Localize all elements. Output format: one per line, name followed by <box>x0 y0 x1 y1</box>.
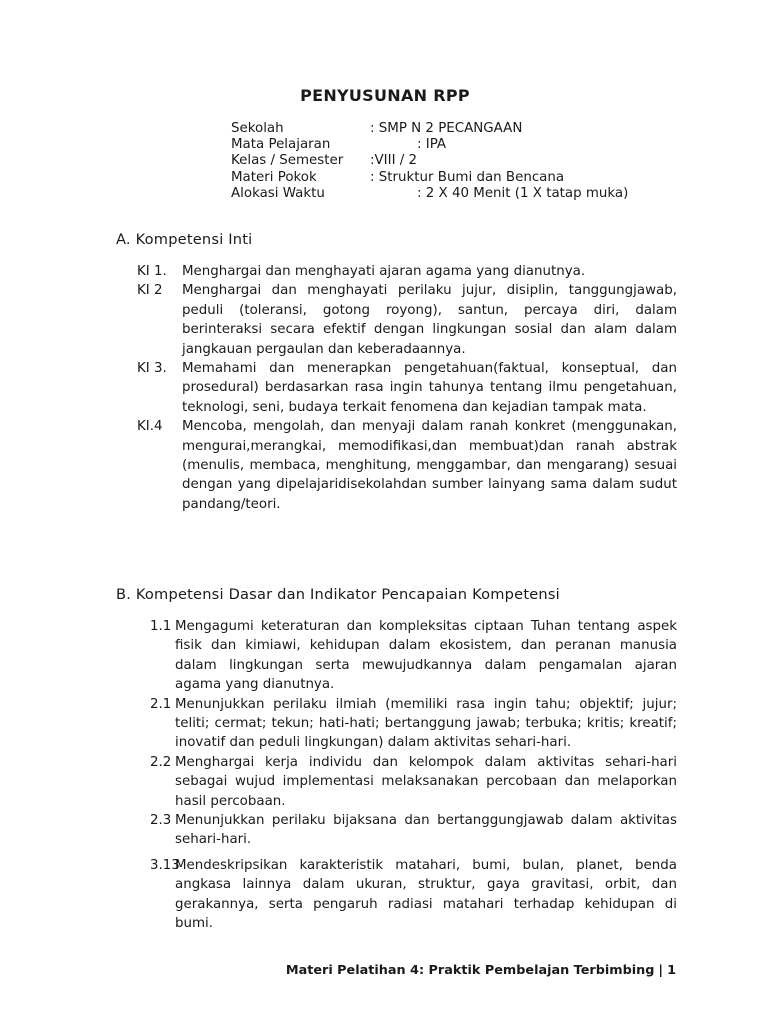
item-number: 2.1 <box>150 696 172 712</box>
list-item <box>137 417 677 514</box>
info-label: Materi Pokok <box>231 169 317 185</box>
footer-separator: | <box>658 963 664 978</box>
info-value: :VIII / 2 <box>370 153 418 169</box>
item-text: Menghargai dan menghayati ajaran agama yang dianutnya. <box>182 264 586 279</box>
item-number: 3.13 <box>150 857 180 873</box>
page-number: 1 <box>667 963 676 978</box>
item-text: Memahami dan menerapkan pengetahuan(faktual, konseptual, dan prosedural) berdasarkan rasa ingin tahunya tentang ilmu pengetahuan, teknologi, seni, budaya terkait fenomena dan kejadian tampak mata. <box>182 361 677 415</box>
kompetensi-inti-list <box>137 262 677 514</box>
list-item <box>150 811 677 850</box>
list-item <box>150 753 677 811</box>
item-text: Menunjukkan perilaku ilmiah (memiliki rasa ingin tahu; objektif; jujur; teliti; cermat; tekun; hati-hati; bertanggung jawab; terbuka; kritis; kreatif; inovatif dan peduli lingkungan) dalam aktivitas sehari-hari. <box>175 696 677 751</box>
item-number: KI 3. <box>137 361 167 377</box>
item-text: Mendeskripsikan karakteristik matahari, bumi, bulan, planet, benda angkasa lainnya dalam ukuran, struktur, gaya gravitasi, orbit, dan gerakannya, serta pengaruh radiasi matahari terhadap kehidupan di bumi. <box>175 857 677 932</box>
item-number: 1.1 <box>150 619 172 634</box>
footer-text: Materi Pelatihan 4: Praktik Pembelajan Terbimbing <box>285 963 655 978</box>
info-label: Kelas / Semester <box>231 153 344 169</box>
item-text: Mencoba, mengolah, dan menyaji dalam ranah konkret (menggunakan, mengurai,merangkai, memodifikasi,dan membuat)dan ranah abstrak (menulis, membaca, menghitung, menggambar, dan mengarang) sesuai dengan yang dipelajaridisekolahdan sumber lainyang sama dalam sudut pandang/teori. <box>182 419 677 512</box>
page-footer <box>286 963 676 978</box>
item-text: Menghargai dan menghayati perilaku jujur, disiplin, tanggungjawab, peduli (toleransi, gotong royong), santun, percaya diri, dalam berinteraksi secara efektif dengan lingkungan sosial dan alam dalam jangkauan pergaulan dan keberadaannya. <box>182 283 677 357</box>
kompetensi-dasar-list <box>150 617 677 934</box>
info-value: : 2 X 40 Menit (1 X tatap muka) <box>417 185 629 201</box>
item-number: KI 2 <box>137 283 163 299</box>
item-number: 2.3 <box>150 813 172 829</box>
list-item <box>150 856 677 934</box>
item-number: 2.2 <box>150 754 172 770</box>
item-text: Mengagumi keteraturan dan kompleksitas ciptaan Tuhan tentang aspek fisik dan kimiawi, kehidupan dalam ekosistem, dan peranan manusia dalam lingkungan serta mewujudkannya dalam pengamalan ajaran agama yang dianutnya. <box>175 619 677 693</box>
item-number: KI.4 <box>137 419 163 435</box>
section-heading-kompetensi-inti: A. Kompetensi Inti <box>116 231 253 248</box>
page-title: PENYUSUNAN RPP <box>300 86 470 105</box>
item-text: Menghargai kerja individu dan kelompok dalam aktivitas sehari-hari sebagai wujud implementasi melaksanakan percobaan dan melaporkan hasil percobaan. <box>175 754 677 809</box>
info-label: Mata Pelajaran <box>231 137 331 153</box>
info-value: : IPA <box>417 137 447 153</box>
item-number: KI 1. <box>137 264 167 279</box>
list-item <box>137 359 677 417</box>
list-item <box>137 262 677 281</box>
list-item <box>150 617 677 695</box>
info-label: Alokasi Waktu <box>231 185 325 201</box>
list-item <box>137 281 677 359</box>
item-text: Menunjukkan perilaku bijaksana dan bertanggungjawab dalam aktivitas sehari-hari. <box>175 813 677 848</box>
info-value: : SMP N 2 PECANGAAN <box>370 121 523 136</box>
section-heading-kompetensi-dasar: B. Kompetensi Dasar dan Indikator Pencapaian Kompetensi <box>116 586 560 603</box>
info-label: Sekolah <box>231 121 284 136</box>
list-item <box>150 695 677 753</box>
info-value: : Struktur Bumi dan Bencana <box>370 169 565 185</box>
